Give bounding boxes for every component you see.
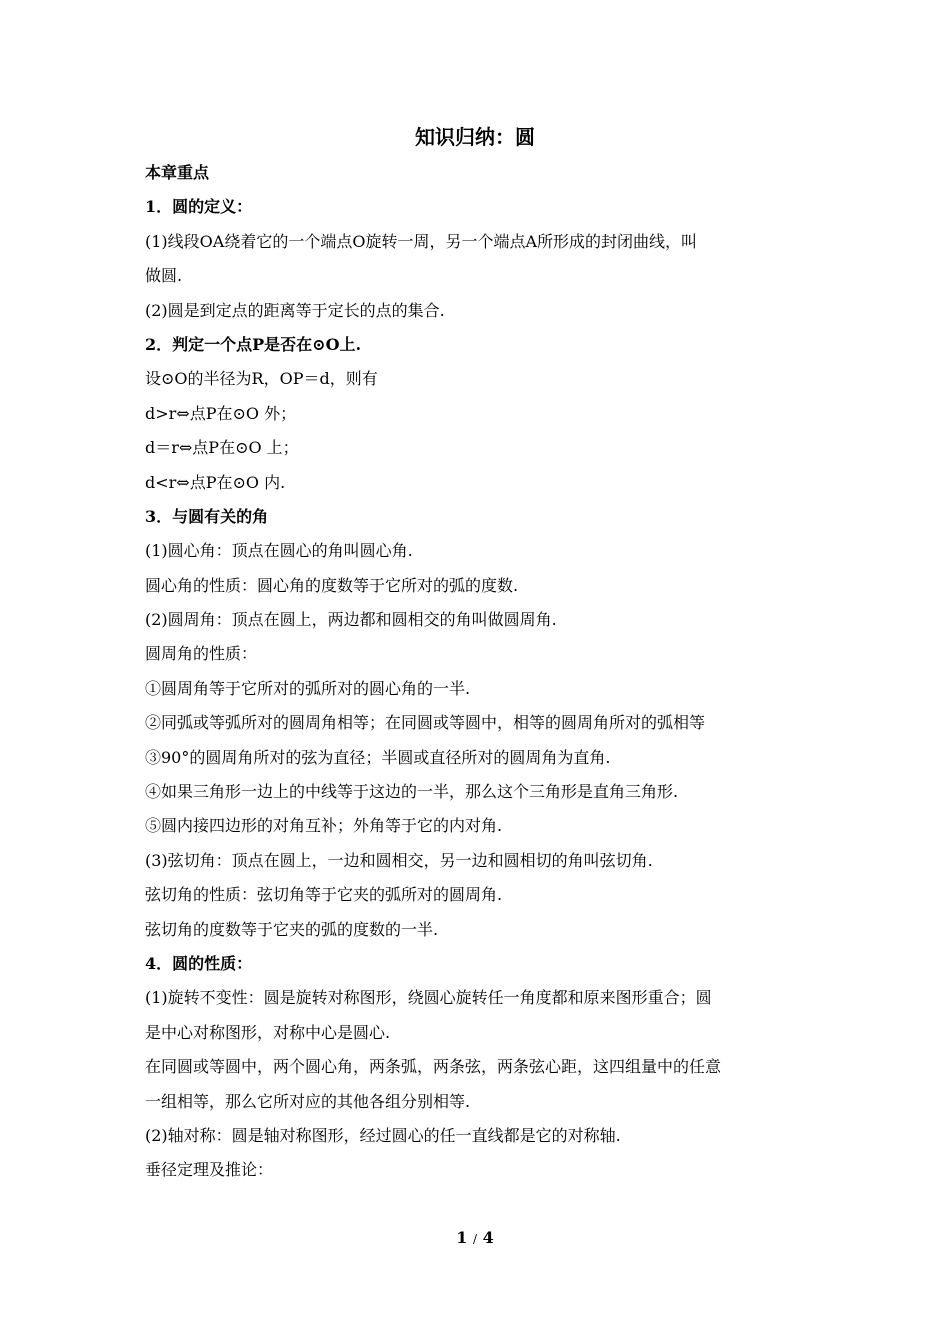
paragraph-line: 弦切角的性质：弦切角等于它夹的弧所对的圆周角. — [145, 885, 503, 905]
paragraph-line: (2)圆周角：顶点在圆上，两边都和圆相交的角叫做圆周角. — [145, 610, 557, 630]
paragraph-line: 是中心对称图形，对称中心是圆心. — [145, 1022, 391, 1042]
section-heading: 2．判定一个点P是否在⊙O上. — [145, 334, 362, 354]
paragraph-line: ②同弧或等弧所对的圆周角相等；在同圆或等圆中，相等的圆周角所对的弧相等 — [145, 713, 706, 733]
paragraph-line: 做圆. — [145, 266, 183, 286]
section-heading: 4．圆的性质： — [145, 953, 253, 973]
page-current: 1 — [456, 1228, 468, 1247]
paragraph-line: (2)圆是到定点的距离等于定长的点的集合. — [145, 300, 445, 320]
paragraph-line: d<r⇔点P在⊙O 内. — [145, 472, 286, 492]
section-heading: 1．圆的定义： — [145, 197, 253, 217]
page-separator: / — [472, 1232, 478, 1246]
page-number — [0, 1226, 950, 1251]
page-total: 4 — [482, 1228, 494, 1247]
paragraph-line: (2)轴对称：圆是轴对称图形，经过圆心的任一直线都是它的对称轴. — [145, 1125, 621, 1145]
paragraph-line: 圆心角的性质：圆心角的度数等于它所对的弧的度数. — [145, 575, 519, 595]
paragraph-line: 垂径定理及推论： — [145, 1160, 274, 1180]
paragraph-line: d>r⇔点P在⊙O 外； — [145, 403, 297, 423]
section-heading: 本章重点 — [145, 163, 210, 182]
paragraph-line: ①圆周角等于它所对的弧所对的圆心角的一半. — [145, 678, 471, 698]
paragraph-line: 设⊙O的半径为R，OP＝d，则有 — [145, 369, 378, 389]
paragraph-line: 在同圆或等圆中，两个圆心角，两条弧，两条弦，两条弦心距，这四组量中的任意 — [145, 1057, 722, 1077]
paragraph-line: 弦切角的度数等于它夹的弧的度数的一半. — [145, 919, 439, 939]
paragraph-line: (1)线段OA绕着它的一个端点O旋转一周，另一个端点A所形成的封闭曲线，叫 — [145, 231, 698, 251]
paragraph-line: 圆周角的性质： — [145, 644, 258, 664]
paragraph-line: d＝r⇔点P在⊙O 上； — [145, 438, 299, 458]
paragraph-line: ③90°的圆周角所对的弦为直径；半圆或直径所对的圆周角为直角. — [145, 747, 611, 767]
paragraph-line: (3)弦切角：顶点在圆上，一边和圆相交，另一边和圆相切的角叫弦切角. — [145, 850, 653, 870]
paragraph-line: (1)圆心角：顶点在圆心的角叫圆心角. — [145, 541, 413, 561]
paragraph-line: (1)旋转不变性：圆是旋转对称图形，绕圆心旋转任一角度都和原来图形重合；圆 — [145, 988, 712, 1008]
document-body — [145, 156, 810, 1188]
page-title: 知识归纳：圆 — [415, 125, 535, 149]
paragraph-line: ⑤圆内接四边形的对角互补；外角等于它的内对角. — [145, 816, 503, 836]
paragraph-line: ④如果三角形一边上的中线等于这边的一半，那么这个三角形是直角三角形. — [145, 782, 679, 802]
paragraph-line: 一组相等，那么它所对应的其他各组分别相等. — [145, 1091, 471, 1111]
section-heading: 3．与圆有关的角 — [145, 506, 269, 526]
